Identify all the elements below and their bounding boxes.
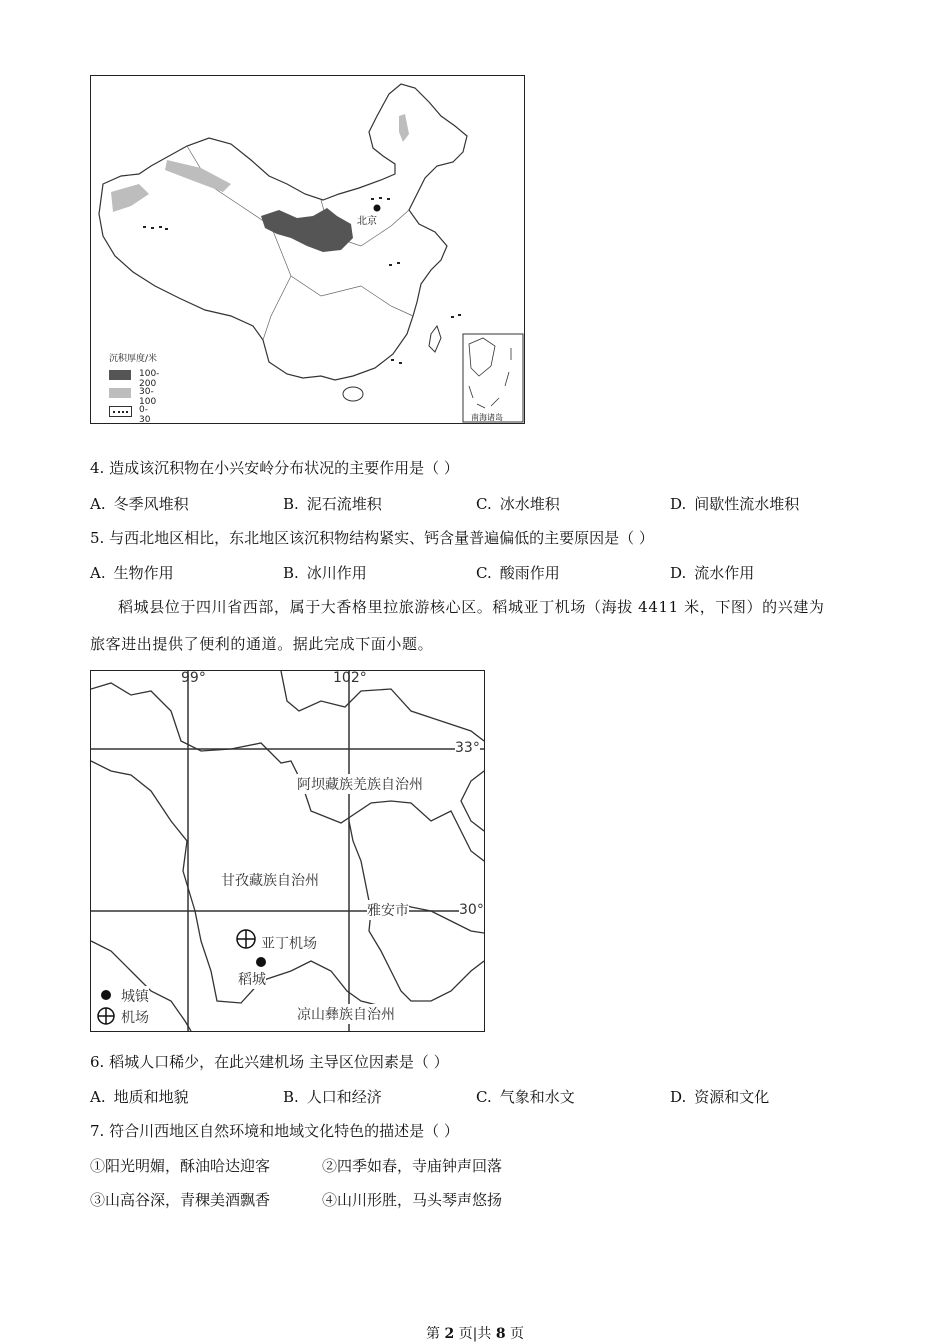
taiwan-island bbox=[429, 326, 441, 352]
option-letter: D. bbox=[670, 564, 687, 582]
option-text: 流水作用 bbox=[694, 564, 755, 582]
option-letter: A. bbox=[90, 495, 106, 513]
province-boundary-north bbox=[91, 683, 484, 861]
option-text: 冰水堆积 bbox=[499, 495, 560, 513]
china-sediment-map bbox=[90, 75, 525, 424]
south-china-sea-inset bbox=[463, 334, 523, 422]
legend-town-dot-icon bbox=[101, 990, 111, 1000]
question-7-stem: 7. 符合川西地区自然环境和地域文化特色的描述是（ ） bbox=[90, 1122, 459, 1140]
option-text: 资源和文化 bbox=[694, 1088, 770, 1106]
question-5-option-a bbox=[90, 563, 174, 583]
legend-label: 30-100 bbox=[139, 387, 157, 407]
option-letter: C. bbox=[476, 564, 492, 582]
question-7-item-3: ③山高谷深，青稞美酒飘香 bbox=[90, 1191, 271, 1209]
footer-prefix: 第 bbox=[425, 1326, 445, 1342]
daocheng-dot bbox=[256, 957, 266, 967]
daocheng-label: 稻城 bbox=[238, 969, 266, 989]
option-letter: D. bbox=[670, 1088, 687, 1106]
sichuan-map-svg bbox=[91, 671, 484, 1031]
option-text: 生物作用 bbox=[113, 564, 174, 582]
option-letter: C. bbox=[476, 495, 492, 513]
legend-label: 100-200 bbox=[139, 369, 160, 389]
aba-boundary bbox=[281, 671, 484, 741]
question-5-stem: 5. 与西北地区相比，东北地区该沉积物结构紧实、钙含量普遍偏低的主要原因是（ ） bbox=[90, 529, 654, 547]
question-6-option-a bbox=[90, 1087, 189, 1107]
question-5-option-c bbox=[476, 563, 560, 583]
question-5-option-d bbox=[670, 563, 754, 583]
sichuan-airport-map bbox=[90, 670, 485, 1032]
dotted-mark-icon bbox=[113, 411, 128, 413]
option-text: 间歇性流水堆积 bbox=[694, 495, 800, 513]
legend-title: 沉积厚度/米 bbox=[109, 354, 158, 364]
airport-icon bbox=[237, 930, 255, 948]
question-4-option-a bbox=[90, 494, 189, 514]
question-4-stem: 4. 造成该沉积物在小兴安岭分布状况的主要作用是（ ） bbox=[90, 459, 459, 477]
option-text: 气象和水文 bbox=[499, 1088, 575, 1106]
legend-town-label: 城镇 bbox=[121, 986, 149, 1006]
option-letter: D. bbox=[670, 495, 687, 513]
liangshan-boundary bbox=[195, 911, 381, 1006]
liangshan-label: 凉山彝族自治州 bbox=[297, 1004, 395, 1024]
passage-line-2: 旅客进出提供了便利的通道。据此完成下面小题。 bbox=[90, 635, 434, 653]
latitude-33-label: 33° bbox=[455, 740, 480, 756]
footer-total-pages: 8 bbox=[495, 1326, 506, 1342]
option-letter: B. bbox=[283, 1088, 299, 1106]
option-letter: B. bbox=[283, 564, 299, 582]
latitude-30-label: 30° bbox=[459, 902, 484, 918]
legend-swatch-dark bbox=[109, 370, 131, 380]
question-4-option-b bbox=[283, 494, 382, 514]
passage-line-1: 稻城县位于四川省西部，属于大香格里拉旅游核心区。稻城亚丁机场（海拔 4411 米，下图）的兴建为 bbox=[118, 598, 825, 616]
west-boundary bbox=[91, 761, 195, 911]
option-text: 地质和地貌 bbox=[113, 1088, 189, 1106]
option-text: 酸雨作用 bbox=[499, 564, 560, 582]
longitude-99-label: 99° bbox=[181, 670, 206, 686]
ganzi-label: 甘孜藏族自治州 bbox=[221, 870, 319, 890]
footer-middle: 页|共 bbox=[454, 1326, 496, 1342]
question-6-stem: 6. 稻城人口稀少，在此兴建机场 主导区位因素是（ ） bbox=[90, 1053, 449, 1071]
page-footer bbox=[0, 1323, 950, 1343]
beijing-dot bbox=[374, 205, 381, 212]
airport-label: 亚丁机场 bbox=[261, 933, 317, 953]
footer-suffix: 页 bbox=[505, 1326, 525, 1342]
question-5-option-b bbox=[283, 563, 367, 583]
yaan-label: 雅安市 bbox=[367, 900, 409, 920]
question-7-item-2: ②四季如春，寺庙钟声回落 bbox=[322, 1157, 503, 1175]
beijing-label: 北京 bbox=[357, 216, 377, 227]
option-text: 人口和经济 bbox=[306, 1088, 382, 1106]
question-7-item-1: ①阳光明媚，酥油哈达迎客 bbox=[90, 1157, 271, 1175]
legend-label: 0-30 bbox=[139, 405, 151, 425]
option-text: 冰川作用 bbox=[306, 564, 367, 582]
legend-airport-icon bbox=[98, 1008, 114, 1024]
hainan-island bbox=[343, 387, 363, 401]
question-6-option-c bbox=[476, 1087, 575, 1107]
longitude-102-label: 102° bbox=[333, 670, 367, 686]
option-text: 冬季风堆积 bbox=[113, 495, 189, 513]
aba-label: 阿坝藏族羌族自治州 bbox=[297, 774, 423, 794]
question-6-option-b bbox=[283, 1087, 382, 1107]
legend-airport-label: 机场 bbox=[121, 1007, 149, 1027]
option-letter: B. bbox=[283, 495, 299, 513]
question-6-option-d bbox=[670, 1087, 769, 1107]
inset-label: 南海诸岛 bbox=[471, 413, 503, 422]
question-7-item-4: ④山川形胜，马头琴声悠扬 bbox=[322, 1191, 503, 1209]
question-4-option-d bbox=[670, 494, 799, 514]
east-boundary bbox=[461, 771, 484, 831]
option-letter: A. bbox=[90, 564, 106, 582]
footer-page-number: 2 bbox=[444, 1326, 455, 1342]
legend-swatch-light bbox=[109, 388, 131, 398]
legend-swatch-dotted bbox=[109, 406, 132, 417]
option-text: 泥石流堆积 bbox=[306, 495, 382, 513]
option-letter: C. bbox=[476, 1088, 492, 1106]
question-4-option-c bbox=[476, 494, 560, 514]
option-letter: A. bbox=[90, 1088, 106, 1106]
